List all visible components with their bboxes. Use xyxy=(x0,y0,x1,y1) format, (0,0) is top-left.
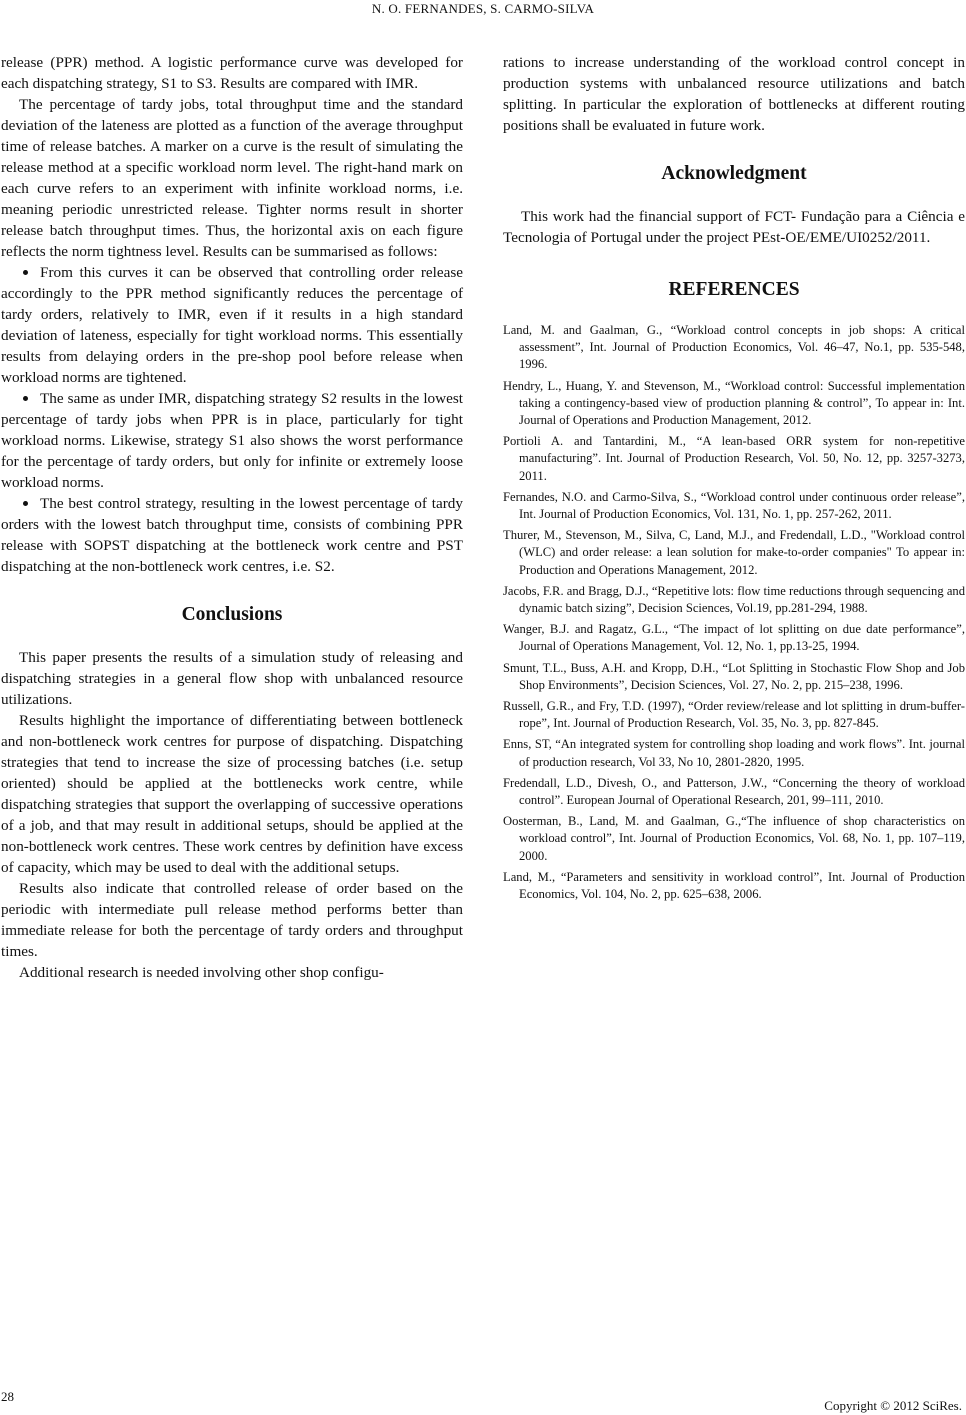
reference-item: Fernandes, N.O. and Carmo-Silva, S., “Workload control under continuous order release”, Int. Journal of Production Economics, Vol. 131, No. 1, pp. 257-262, 2011. xyxy=(503,489,965,522)
bullet-text: From this curves it can be observed that controlling order release accordingly to the PPR method significantly reduces the percentage of tardy orders, relatively to IMR, even if it results in a high standard deviation of lateness, especially for tight workload norms. This essentially results from delaying orders in the pre-shop pool before release when workload norms are tightened. xyxy=(1,264,463,386)
bullet-text: The same as under IMR, dispatching strategy S2 results in the lowest percentage of tardy jobs when PPR is in place, particularly for tight workload norms. Likewise, strategy S1 also shows the worst performance for the percentage of tardy orders, but only for infinite or extremely loose workload norms. xyxy=(1,390,463,491)
paragraph: Additional research is needed involving other shop configu- xyxy=(19,964,384,981)
bullet-item xyxy=(1,493,463,577)
reference-item: Enns, ST, “An integrated system for controlling shop loading and work flows”. Int. journal of production research, Vol 33, No 10, 2801-2820, 1995. xyxy=(503,737,965,769)
paragraph: Results also indicate that controlled release of order based on the periodic with intermediate pull release method performs better than immediate release for both the percentage of tardy orders and throughput times. xyxy=(1,880,463,960)
reference-item: Hendry, L., Huang, Y. and Stevenson, M., “Workload control: Successful implementation taking a contingency-based view of production planning & control”, To appear in: Int. Journal of Operations and Production Management, 2012. xyxy=(503,378,965,428)
reference-item: Fredendall, L.D., Divesh, O., and Patterson, J.W., “Concerning the theory of workload control”. European Journal of Operational Research, 201, 99–111, 2010. xyxy=(503,775,965,808)
reference-item: Thurer, M., Stevenson, M., Silva, C, Land, M.J., and Fredendall, L.D., "Workload control (WLC) and order release: a lean solution for make-to-order companies" To appear in: Production and Operations Management, 2012. xyxy=(503,528,965,577)
section-heading-conclusions: Conclusions xyxy=(181,604,283,625)
copyright-notice: Copyright © 2012 SciRes. xyxy=(824,1398,962,1413)
bullet-icon xyxy=(23,270,28,275)
bullet-icon xyxy=(23,501,28,506)
reference-item: Jacobs, F.R. and Bragg, D.J., “Repetitive lots: flow time reductions through sequencing and dynamic batch sizing”, Decision Sciences, Vol.19, pp.281-294, 1988. xyxy=(503,583,965,616)
paragraph: release (PPR) method. A logistic performance curve was developed for each dispatching strategy, S1 to S3. Results are compared with IMR. xyxy=(1,54,463,92)
page-number: 28 xyxy=(1,1389,14,1404)
paragraph: Results highlight the importance of differentiating between bottleneck and non-bottleneck work centres for purpose of dispatching. Dispatching strategies that tend to increase the size of processing batches (i.e. setup oriented) should be applied at the bottlenecks work centre, while dispatching strategies that support the overlapping of successive operations of a job, and that may result in additional setups, should be applied at the non-bottleneck work centres. These work centres by definition have excess of capacity, which may be used to deal with the additional setups. xyxy=(1,712,463,876)
left-column xyxy=(1,52,463,983)
section-heading-references: REFERENCES xyxy=(668,279,800,300)
bullet-item xyxy=(1,262,463,388)
reference-item: Portioli A. and Tantardini, M., “A lean-based ORR system for non-repetitive manufacturing”. Int. Journal of Production Research, Vol. 50, No. 12, pp. 3257-3273, 2011. xyxy=(503,434,965,483)
reference-item: Russell, G.R., and Fry, T.D. (1997), “Order review/release and lot splitting in drum-buffer-rope”, Int. Journal of Production Research, Vol. 35, No. 3, pp. 827-845. xyxy=(503,699,965,731)
bullet-item xyxy=(1,388,463,493)
reference-item: Oosterman, B., Land, M. and Gaalman, G.,“The influence of shop characteristics on workload control”, Int. Journal of Production Economics, Vol. 68, No. 1, pp. 107–119, 2000. xyxy=(503,814,965,863)
reference-list xyxy=(503,322,965,903)
paragraph: The percentage of tardy jobs, total throughput time and the standard deviation of the lateness are plotted as a function of the average throughput time of release batches. A marker on a curve is the result of simulating the release method at a specific workload norm level. The right-hand mark on each curve refers to an experiment with infinite workload norms, i.e. meaning periodic unrestricted release. Tighter norms result in shorter release batch throughput times. Thus, the horizontal axis on each figure reflects the norm tightness level. Results can be summarised as follows: xyxy=(1,96,463,260)
reference-item: Wanger, B.J. and Ragatz, G.L., “The impact of lot splitting on due date performance”, Journal of Operations Management, Vol. 12, No. 1, pp.13-25, 1994. xyxy=(503,622,965,654)
paragraph: This paper presents the results of a simulation study of releasing and dispatching strategies in a general flow shop with unbalanced resource utilizations. xyxy=(1,649,463,708)
right-column xyxy=(503,52,965,907)
bullet-text: The best control strategy, resulting in the lowest percentage of tardy orders with the lowest batch throughput time, consists of combining PPR release with SOPST dispatching at the bottleneck work centre and PST dispatching at the non-bottleneck work centres, i.e. S2. xyxy=(1,495,463,575)
paragraph: rations to increase understanding of the workload control concept in production systems with unbalanced resource utilizations and batch splitting. In particular the exploration of bottlenecks at different routing positions shall be evaluated in future work. xyxy=(503,54,965,134)
reference-item: Land, M. and Gaalman, G., “Workload control concepts in job shops: A critical assessment”, Int. Journal of Production Economics, Vol. 46–47, No.1, pp. 535-548, 1996. xyxy=(503,323,965,372)
section-heading-acknowledgment: Acknowledgment xyxy=(661,163,807,184)
reference-item: Land, M., “Parameters and sensitivity in workload control”, Int. Journal of Production Economics, Vol. 104, No. 2, pp. 625–638, 2006. xyxy=(503,869,965,902)
reference-item: Smunt, T.L., Buss, A.H. and Kropp, D.H., “Lot Splitting in Stochastic Flow Shop and Job Shop Environments”, Decision Sciences, Vol. 27, No. 2, pp. 215–238, 1996. xyxy=(503,660,965,692)
bullet-icon xyxy=(23,396,28,401)
paragraph: This work had the financial support of FCT- Fundação para a Ciência e Tecnologia of Portugal under the project PEst-OE/EME/UI0252/2011. xyxy=(503,208,965,246)
running-head: N. O. FERNANDES, S. CARMO-SILVA xyxy=(371,1,595,16)
